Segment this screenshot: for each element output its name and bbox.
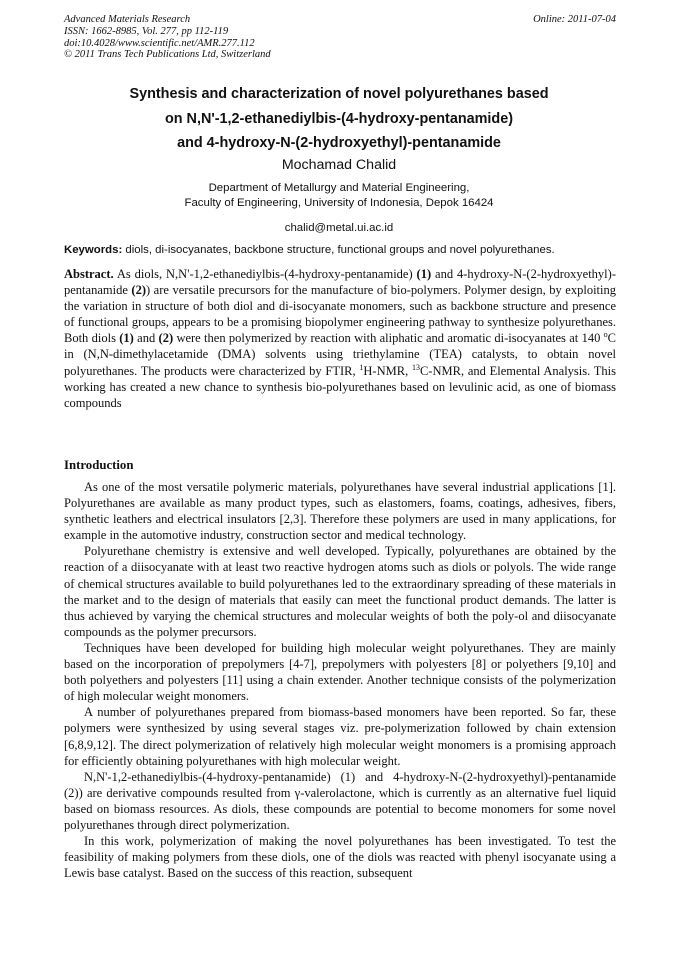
c-nmr-sup: 13 (411, 362, 420, 372)
intro-paragraph: A number of polyurethanes prepared from biomass-based monomers have been reported. So far, these polymers were synthesized by using several stages viz. pre-polymerization followed by chain extension [6,8,9,12]. The direct polymerization of relatively high molecular weight monomers is a promising approach for efficiently obtaining polyurethanes with high molecular weight. (64, 705, 616, 768)
keywords-text: diols, di-isocyanates, backbone structure, functional groups and novel polyurethanes. (122, 244, 555, 256)
compound-ref-2: (2) (131, 283, 146, 298)
author-name: Mochamad Chalid (281, 157, 397, 173)
intro-paragraph: In this work, polymerization of making the novel polyurethanes has been investigated. To test the feasibility of making polymers from these diols, one of the diols was reacted with phenyl isocyanate using a Lewis base catalyst. Based on the success of this reaction, subsequent (64, 834, 616, 881)
journal-header (64, 14, 616, 61)
degree-sup: o (603, 330, 608, 340)
online-date: Online: 2011-07-04 (533, 14, 616, 25)
intro-paragraph: N,N'-1,2-ethanediylbis-(4-hydroxy-pentanamide) (1) and 4-hydroxy-N-(2-hydroxyethyl)-pentanamide (2)) are derivative compounds resulted from γ-valerolactone, which is currently as an alternative fuel liquid based on biomass resources. As diols, these compounds are potential to become monomers for some novel polyurethanes through direct polymerization. (64, 769, 616, 832)
abstract-text-3: ) are versatile precursors for the manufacture of bio-polymers. Polymer design, by exploiting the variation in structure of both diol and di-isocyanate monomers, such as backbone structure and presence of functional groups, appears to be a promising biopolymer engineering pathway to synthesize polyurethanes. Both diols (64, 283, 616, 346)
abstract-label: Abstract. (64, 267, 114, 281)
abstract (64, 266, 616, 411)
journal-name: Advanced Materials Research (64, 14, 191, 25)
affiliation-line-1: Department of Metallurgy and Material Engineering, (208, 182, 470, 194)
abstract-text-7: H-NMR, (363, 363, 412, 378)
section-heading-introduction: Introduction (64, 458, 134, 472)
intro-paragraph: Polyurethane chemistry is extensive and well developed. Typically, polyurethanes are obtained by the reaction of a diisocyanate with at least two reactive hydrogen atoms such as diols or polyols. The wide range of chemical structures available to build polyurethanes led to the extraordinary spreading of these materials in the market and to the design of materials that easily can meet the functional product demands. The latter is thus achieved by varying the chemical structures and molecular weights of both the poly-ol and diisocyanate compounds as the polymer precursors. (64, 544, 616, 639)
title-line-2: on N,N'-1,2-ethanediylbis-(4-hydroxy-pentanamide) (164, 110, 514, 127)
doi-line[interactable]: doi:10.4028/www.scientific.net/AMR.277.112 (64, 37, 255, 49)
copyright-line: © 2011 Trans Tech Publications Ltd, Switzerland (64, 49, 271, 61)
abstract-text-8: C-NMR, and Elemental Analysis. This working has created a new chance to synthesis bio-polyurethanes based on levulinic acid, as one of biomass compounds (64, 363, 617, 410)
issn-line: ISSN: 1662-8985, Vol. 277, pp 112-119 (64, 25, 229, 37)
abstract-text-6: C in (N,N-dimethylacetamide (DMA) solvents using triethylamine (TEA) catalysts, to obtain novel polyurethanes. The products were characterized by FTIR, (64, 331, 616, 378)
introduction-body (64, 479, 616, 881)
compound-ref-3: (1) (119, 331, 134, 346)
keywords (64, 244, 616, 256)
affiliation (64, 181, 614, 211)
abstract-text-4: and (133, 331, 159, 346)
abstract-text-2: and 4-hydroxy-N-(2-hydroxyethyl)-pentanamide (64, 267, 616, 298)
abstract-text-5: were then polymerized by reaction with aliphatic and aromatic di-isocyanates at 140 (173, 331, 604, 346)
keywords-label: Keywords: (64, 244, 123, 256)
compound-ref-4: (2) (158, 331, 174, 346)
intro-paragraph: Techniques have been developed for building high molecular weight polyurethanes. They are mainly based on the incorporation of prepolymers [4-7], prepolymers with polyesters [8] or polyethers [9,10] and both polyethers and polyesters [11] using a chain extender. Another technique consists of the polymerization of high molecular weight monomers. (64, 640, 616, 704)
title-line-1: Synthesis and characterization of novel polyurethanes based (129, 86, 549, 102)
paper-title (64, 82, 614, 156)
affiliation-line-2: Faculty of Engineering, University of Indonesia, Depok 16424 (184, 197, 494, 209)
h-nmr-sup: 1 (359, 362, 364, 372)
compound-ref-1: (1) (416, 267, 432, 281)
intro-paragraph: As one of the most versatile polymeric materials, polyurethanes have several industrial applications [1]. Polyurethanes are available as many product types, such as elastomers, foams, coatings, adhesives, fibers, synthetic leathers and electrical insulators [2,3]. Therefore these polymers are used in many applications, for example in the automotive industry, construction sector and medical technology. (64, 480, 616, 543)
abstract-text-1: As diols, N,N'-1,2-ethanediylbis-(4-hydroxy-pentanamide) (113, 267, 417, 281)
author-email[interactable]: chalid@metal.ui.ac.id (284, 222, 394, 234)
title-line-3: and 4-hydroxy-N-(2-hydroxyethyl)-pentanamide (177, 135, 501, 151)
